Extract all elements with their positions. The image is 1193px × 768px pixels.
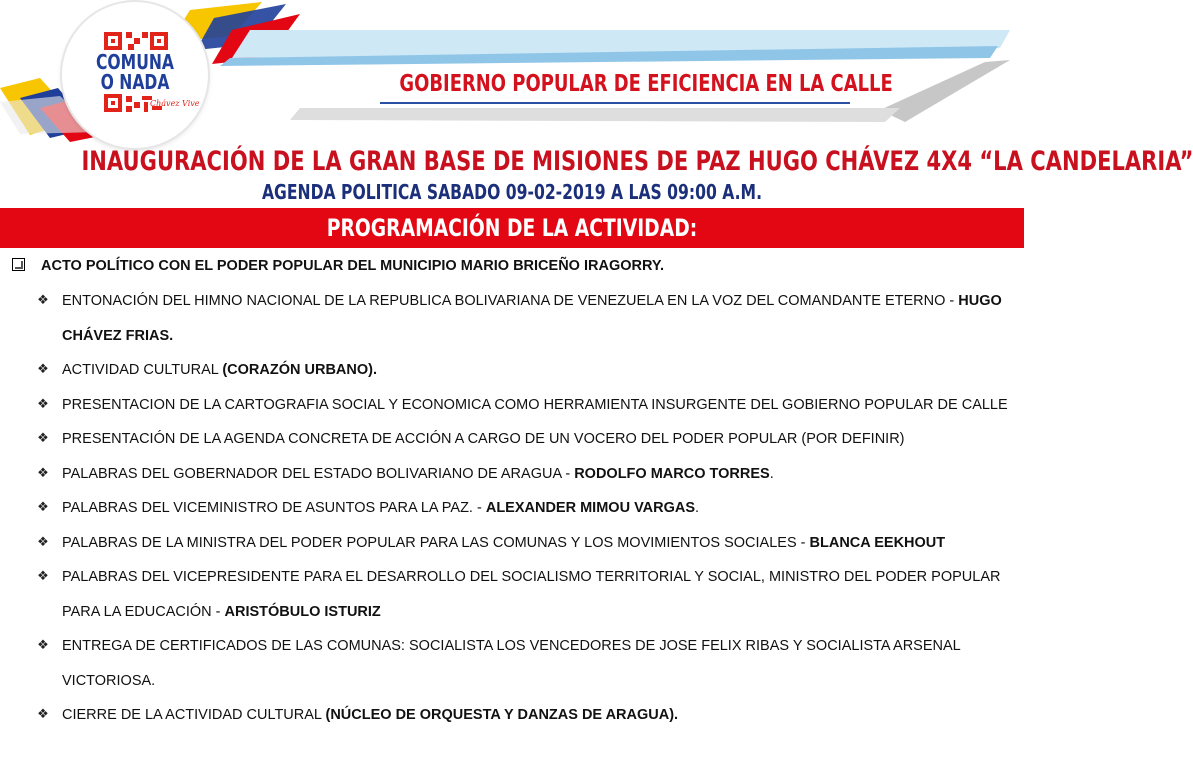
list-item	[34, 560, 1024, 629]
comuna-logo	[62, 2, 208, 148]
diamond-bullet-icon: ❖	[37, 465, 49, 481]
item-text: PALABRAS DEL GOBERNADOR DEL ESTADO BOLIVARIANO DE ARAGUA -	[62, 465, 575, 482]
gov-title-underline	[380, 102, 850, 104]
list-item	[34, 629, 1024, 698]
section-bar	[0, 206, 1024, 248]
list-item	[34, 388, 1024, 423]
item-bold: BLANCA EEKHOUT	[809, 534, 946, 551]
diamond-bullet-icon: ❖	[37, 396, 49, 412]
item-text: PALABRAS DE LA MINISTRA DEL PODER POPULAR PARA LAS COMUNAS Y LOS MOVIMIENTOS SOCIALES -	[62, 534, 810, 551]
event-title: INAUGURACIÓN DE LA GRAN BASE DE MISIONES DE PAZ HUGO CHÁVEZ 4X4 “LA CANDELARIA”	[81, 146, 1193, 177]
item-text: PALABRAS DEL VICEMINISTRO DE ASUNTOS PARA LA PAZ. -	[62, 500, 486, 516]
logo-text-o-nada: O NADA	[100, 70, 170, 94]
diamond-bullet-icon: ❖	[37, 569, 49, 584]
item-bold: ALEXANDER MIMOU VARGAS	[485, 500, 696, 516]
item-text: PRESENTACIÓN DE LA AGENDA CONCRETA DE ACCIÓN A CARGO DE UN VOCERO DEL PODER POPULAR (POR DEFINIR)	[62, 431, 905, 447]
list-item	[34, 284, 1024, 353]
main-item	[12, 254, 1012, 278]
checkbox-bullet-icon	[12, 258, 25, 271]
list-item	[34, 457, 1024, 492]
diamond-bullet-icon: ❖	[37, 534, 49, 550]
list-item	[34, 526, 1024, 561]
logo-signature: Chávez Vive	[150, 99, 200, 108]
item-bold: HUGO CHÁVEZ FRIAS.	[62, 293, 1002, 344]
list-item	[34, 422, 1024, 457]
diamond-bullet-icon: ❖	[37, 500, 49, 515]
gov-title: GOBIERNO POPULAR DE EFICIENCIA EN LA CALLE	[399, 71, 893, 97]
item-bold: RODOLFO MARCO TORRES	[574, 465, 770, 482]
logo-text-comuna: COMUNA	[95, 50, 175, 74]
diamond-bullet-icon: ❖	[37, 362, 49, 377]
item-bold: (CORAZÓN URBANO).	[222, 362, 377, 378]
section-title: PROGRAMACIÓN DE LA ACTIVIDAD:	[326, 214, 698, 242]
diamond-bullet-icon: ❖	[37, 707, 49, 722]
main-item-text: ACTO POLÍTICO CON EL PODER POPULAR DEL MUNICIPIO MARIO BRICEÑO IRAGORRY.	[41, 258, 665, 274]
item-text: ENTONACIÓN DEL HIMNO NACIONAL DE LA REPUBLICA BOLIVARIANA DE VENEZUELA EN LA VOZ DEL COMANDANTE ETERNO -	[62, 293, 959, 309]
diamond-bullet-icon: ❖	[37, 293, 49, 308]
list-item	[34, 353, 1024, 388]
item-bold: (NÚCLEO DE ORQUESTA Y DANZAS DE ARAGUA).	[325, 707, 679, 723]
item-text: PRESENTACION DE LA CARTOGRAFIA SOCIAL Y ECONOMICA COMO HERRAMIENTA INSURGENTE DEL GOBIERNO POPULAR DE CALLE	[62, 396, 1008, 413]
item-text: ACTIVIDAD CULTURAL	[62, 362, 223, 378]
item-bold: ARISTÓBULO ISTURIZ	[224, 603, 381, 620]
list-item	[34, 491, 1024, 526]
item-text: PALABRAS DEL VICEPRESIDENTE PARA EL DESARROLLO DEL SOCIALISMO TERRITORIAL Y SOCIAL, MINISTRO DEL PODER POPULAR PARA LA EDUCACIÓN -	[62, 569, 1001, 620]
agenda-subtitle: AGENDA POLITICA SABADO 09-02-2019 A LAS 09:00 A.M.	[261, 180, 763, 204]
agenda-list	[34, 284, 1024, 733]
item-text: CIERRE DE LA ACTIVIDAD CULTURAL	[62, 707, 326, 723]
item-text: ENTREGA DE CERTIFICADOS DE LAS COMUNAS: SOCIALISTA LOS VENCEDORES DE JOSE FELIX RIBAS Y SOCIALISTA ARSENAL VICTORIOSA.	[62, 638, 961, 689]
item-tail: .	[769, 465, 774, 482]
list-item	[34, 698, 1024, 733]
diamond-bullet-icon: ❖	[37, 638, 49, 653]
item-tail: .	[695, 500, 700, 516]
diamond-bullet-icon: ❖	[37, 431, 49, 446]
